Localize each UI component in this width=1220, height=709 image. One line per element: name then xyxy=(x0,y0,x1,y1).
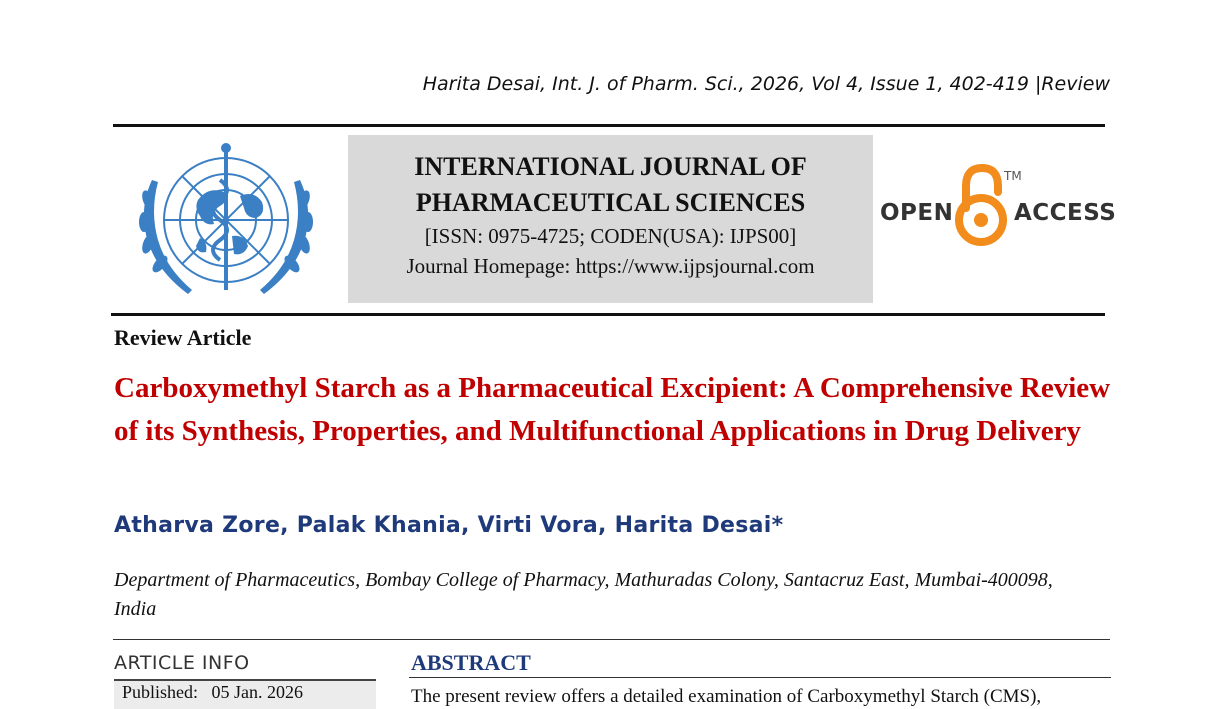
article-title: Carboxymethyl Starch as a Pharmaceutical Excipient: A Comprehensive Review of its Synthesis, Properties, and Multifunctional Applications in Drug Delivery xyxy=(114,372,1111,447)
open-lock-icon xyxy=(954,162,1008,246)
article-type: Review Article xyxy=(114,325,252,350)
section-divider xyxy=(113,639,1110,640)
open-access-trademark: TM xyxy=(1004,169,1022,183)
abstract-rule xyxy=(409,677,1111,678)
header-bottom-rule xyxy=(111,313,1105,316)
published-date: Published: 05 Jan. 2026 xyxy=(122,682,304,702)
abstract-text: The present review offers a detailed examination of Carboxymethyl Starch (CMS), xyxy=(411,686,1042,707)
journal-title-line-2: PHARMACEUTICAL SCIENCES xyxy=(415,188,806,217)
abstract-heading: ABSTRACT xyxy=(411,650,531,675)
header-top-rule xyxy=(113,124,1105,127)
journal-masthead xyxy=(348,135,873,303)
article-info-heading: ARTICLE INFO xyxy=(114,652,250,674)
open-access-logo xyxy=(880,162,1117,252)
author-affiliation: Department of Pharmaceutics, Bombay College of Pharmacy, Mathuradas Colony, Santacruz East, Mumbai-400098, India xyxy=(114,569,1053,620)
open-access-open-text: OPEN xyxy=(880,200,954,226)
open-access-access-text: ACCESS xyxy=(1014,200,1117,226)
journal-issn: [ISSN: 0975-4725; CODEN(USA): IJPS00] xyxy=(424,224,797,248)
journal-title xyxy=(348,149,873,221)
running-head: Harita Desai, Int. J. of Pharm. Sci., 2026, Vol 4, Issue 1, 402-419 |Review xyxy=(422,73,1110,95)
author-list: Atharva Zore, Palak Khania, Virti Vora, Harita Desai* xyxy=(114,513,784,538)
journal-homepage: Journal Homepage: https://www.ijpsjournal.com xyxy=(406,254,815,278)
journal-title-line-1: INTERNATIONAL JOURNAL OF xyxy=(414,152,807,181)
article-info-box xyxy=(114,679,376,709)
un-emblem-caduceus-icon xyxy=(128,140,324,304)
